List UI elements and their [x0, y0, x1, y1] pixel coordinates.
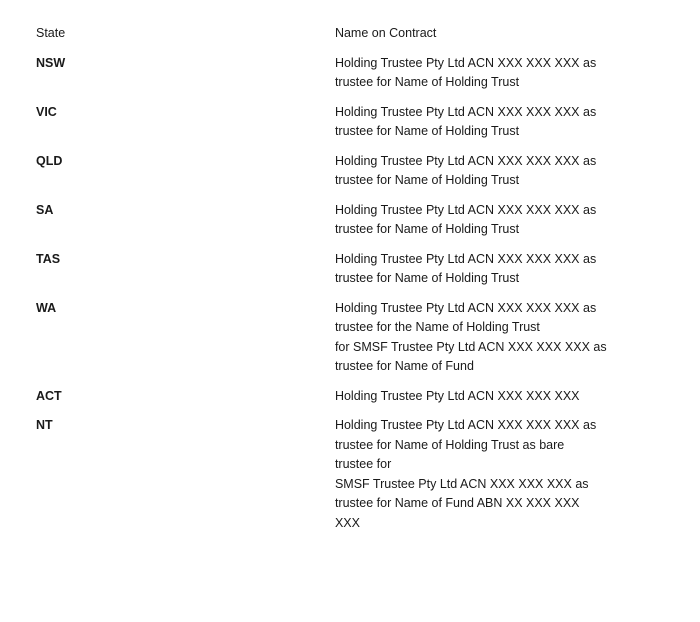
- name-on-contract-cell: [335, 103, 636, 152]
- state-cell: NT: [36, 418, 53, 432]
- state-column-header: State: [36, 26, 66, 40]
- name-on-contract-cell: [335, 387, 636, 417]
- table-row: [36, 250, 636, 299]
- name-on-contract-cell: [335, 416, 636, 543]
- name-on-contract-cell: [335, 250, 636, 299]
- state-cell: QLD: [36, 153, 63, 168]
- name-line: Holding Trustee Pty Ltd ACN XXX XXX XXX: [334, 388, 580, 403]
- name-line: trustee for: [334, 457, 392, 471]
- table-row: [36, 201, 636, 250]
- name-line: Holding Trustee Pty Ltd ACN XXX XXX XXX as: [334, 251, 597, 266]
- name-on-contract-cell: [335, 201, 636, 250]
- name-line: XXX: [334, 515, 360, 530]
- name-line: trustee for Name of Holding Trust as bare: [334, 437, 565, 452]
- name-line: Holding Trustee Pty Ltd ACN XXX XXX XXX as: [334, 104, 597, 119]
- table-row: [36, 54, 636, 103]
- name-line: Holding Trustee Pty Ltd ACN XXX XXX XXX as: [334, 300, 597, 315]
- contract-names-table: [36, 24, 636, 543]
- name-line: trustee for Name of Holding Trust: [334, 173, 520, 187]
- state-cell: WA: [36, 300, 57, 315]
- table-row: [36, 416, 636, 543]
- name-line: trustee for the Name of Holding Trust: [334, 320, 540, 334]
- state-cell: VIC: [36, 104, 57, 119]
- name-line: trustee for Name of Holding Trust: [334, 75, 520, 89]
- name-line: trustee for Name of Fund ABN XX XXX XXX: [334, 496, 580, 510]
- name-line: trustee for Name of Holding Trust: [334, 271, 520, 285]
- state-cell: SA: [36, 202, 54, 217]
- name-line: Holding Trustee Pty Ltd ACN XXX XXX XXX as: [334, 418, 597, 432]
- header-row: [36, 24, 636, 54]
- table-body: [36, 24, 636, 543]
- name-line: trustee for Name of Fund: [334, 359, 474, 373]
- table-row: [36, 152, 636, 201]
- state-cell: TAS: [36, 251, 61, 266]
- name-line: Holding Trustee Pty Ltd ACN XXX XXX XXX as: [334, 153, 597, 168]
- name-line: trustee for Name of Holding Trust: [334, 222, 520, 236]
- name-on-contract-cell: [335, 299, 636, 387]
- name-column-header: Name on Contract: [334, 26, 437, 40]
- state-cell: NSW: [36, 55, 66, 70]
- table-row: [36, 299, 636, 387]
- name-line: for SMSF Trustee Pty Ltd ACN XXX XXX XXX as: [334, 339, 607, 354]
- name-line: trustee for Name of Holding Trust: [334, 124, 520, 138]
- name-on-contract-cell: [335, 152, 636, 201]
- name-line: Holding Trustee Pty Ltd ACN XXX XXX XXX as: [334, 55, 597, 70]
- table-row: [36, 103, 636, 152]
- name-on-contract-cell: [335, 54, 636, 103]
- table-row: [36, 387, 636, 417]
- state-cell: ACT: [36, 388, 62, 403]
- name-line: Holding Trustee Pty Ltd ACN XXX XXX XXX as: [334, 202, 597, 217]
- name-line: SMSF Trustee Pty Ltd ACN XXX XXX XXX as: [334, 476, 589, 491]
